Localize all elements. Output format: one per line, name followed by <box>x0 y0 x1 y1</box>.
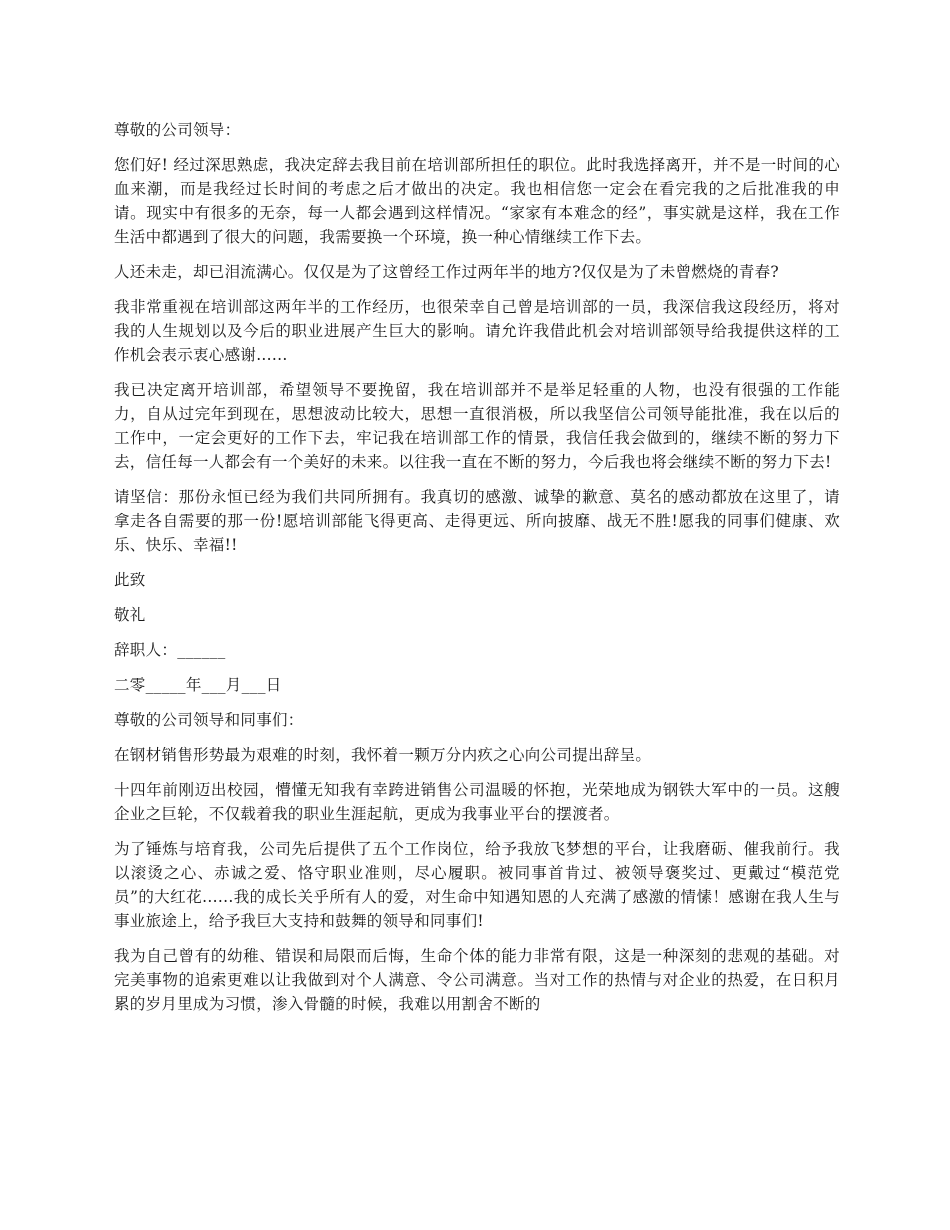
paragraph-regret: 我为自己曾有的幼稚、错误和局限而后悔，生命个体的能力非常有限，这是一种深刻的悲观的基础。对完美事物的追索更难以让我做到对个人满意、令公司满意。当对工作的热情与对企业的热爱，在日积月累的岁月里成为习惯，渗入骨髓的时候，我难以用割舍不断的 <box>114 947 840 1013</box>
paragraph-intro: 您们好! 经过深思熟虑，我决定辞去我目前在培训部所担任的职位。此时我选择离开，并不是一时间的心血来潮，而是我经过长时间的考虑之后才做出的决定。我也相信您一定会在看完我的之后批准我的申请。现实中有很多的无奈，每一人都会遇到这样情况。“家家有本难念的经”，事实就是这样，我在工作生活中都遇到了很大的问题，我需要换一个环境，换一种心情继续工作下去。 <box>114 156 840 246</box>
paragraph-wishes: 请坚信：那份永恒已经为我们共同所拥有。我真切的感激、诚挚的歉意、莫名的感动都放在这里了，请拿走各自需要的那一份!愿培训部能飞得更高、走得更远、所向披靡、战无不胜!愿我的同事们健康、欢乐、快乐、幸福!! <box>114 488 840 554</box>
salutation-2: 尊敬的公司领导和同事们： <box>114 711 304 729</box>
letter-body <box>114 118 840 1027</box>
paragraph-gratitude: 我非常重视在培训部这两年半的工作经历，也很荣幸自己曾是培训部的一员，我深信我这段经历，将对我的人生规划以及今后的职业进展产生巨大的影响。请允许我借此机会对培训部领导给我提供这样的工作机会表示衷心感谢...... <box>114 298 840 364</box>
paragraph-tears: 人还未走，却已泪流满心。仅仅是为了这曾经工作过两年半的地方?仅仅是为了未曾燃烧的青春? <box>114 263 780 281</box>
closing-cizhi: 此致 <box>114 571 146 589</box>
paragraph-resign: 在钢材销售形势最为艰难的时刻，我怀着一颗万分内疚之心向公司提出辞呈。 <box>114 746 652 764</box>
salutation-1: 尊敬的公司领导： <box>114 121 241 139</box>
date-line: 二零_____年___月___日 <box>114 676 282 694</box>
signature-line: 辞职人：______ <box>114 641 226 659</box>
paragraph-history: 十四年前刚迈出校园，懵懂无知我有幸跨进销售公司温暖的怀抱，光荣地成为钢铁大军中的一员。这艘企业之巨轮，不仅载着我的职业生涯起航，更成为我事业平台的摆渡者。 <box>114 781 840 823</box>
closing-jingli: 敬礼 <box>114 606 146 624</box>
paragraph-decision: 我已决定离开培训部，希望领导不要挽留，我在培训部并不是举足轻重的人物，也没有很强的工作能力，自从过完年到现在，思想波动比较大，思想一直很消极，所以我坚信公司领导能批准，我在以后的工作中，一定会更好的工作下去，牢记我在培训部工作的情景，我信任我会做到的，继续不断的努力下去，信任每一人都会有一个美好的未来。以往我一直在不断的努力，今后我也将会继续不断的努力下去! <box>114 381 840 471</box>
paragraph-training: 为了锤炼与培育我，公司先后提供了五个工作岗位，给予我放飞梦想的平台，让我磨砺、催我前行。我以滚烫之心、赤诚之爱、恪守职业准则，尽心履职。被同事首肯过、被领导褒奖过、更戴过“模范党员”的大红花......我的成长关乎所有人的爱，对生命中知遇知恩的人充满了感激的情愫！感谢在我人生与事业旅途上，给予我巨大支持和鼓舞的领导和同事们! <box>114 840 840 930</box>
